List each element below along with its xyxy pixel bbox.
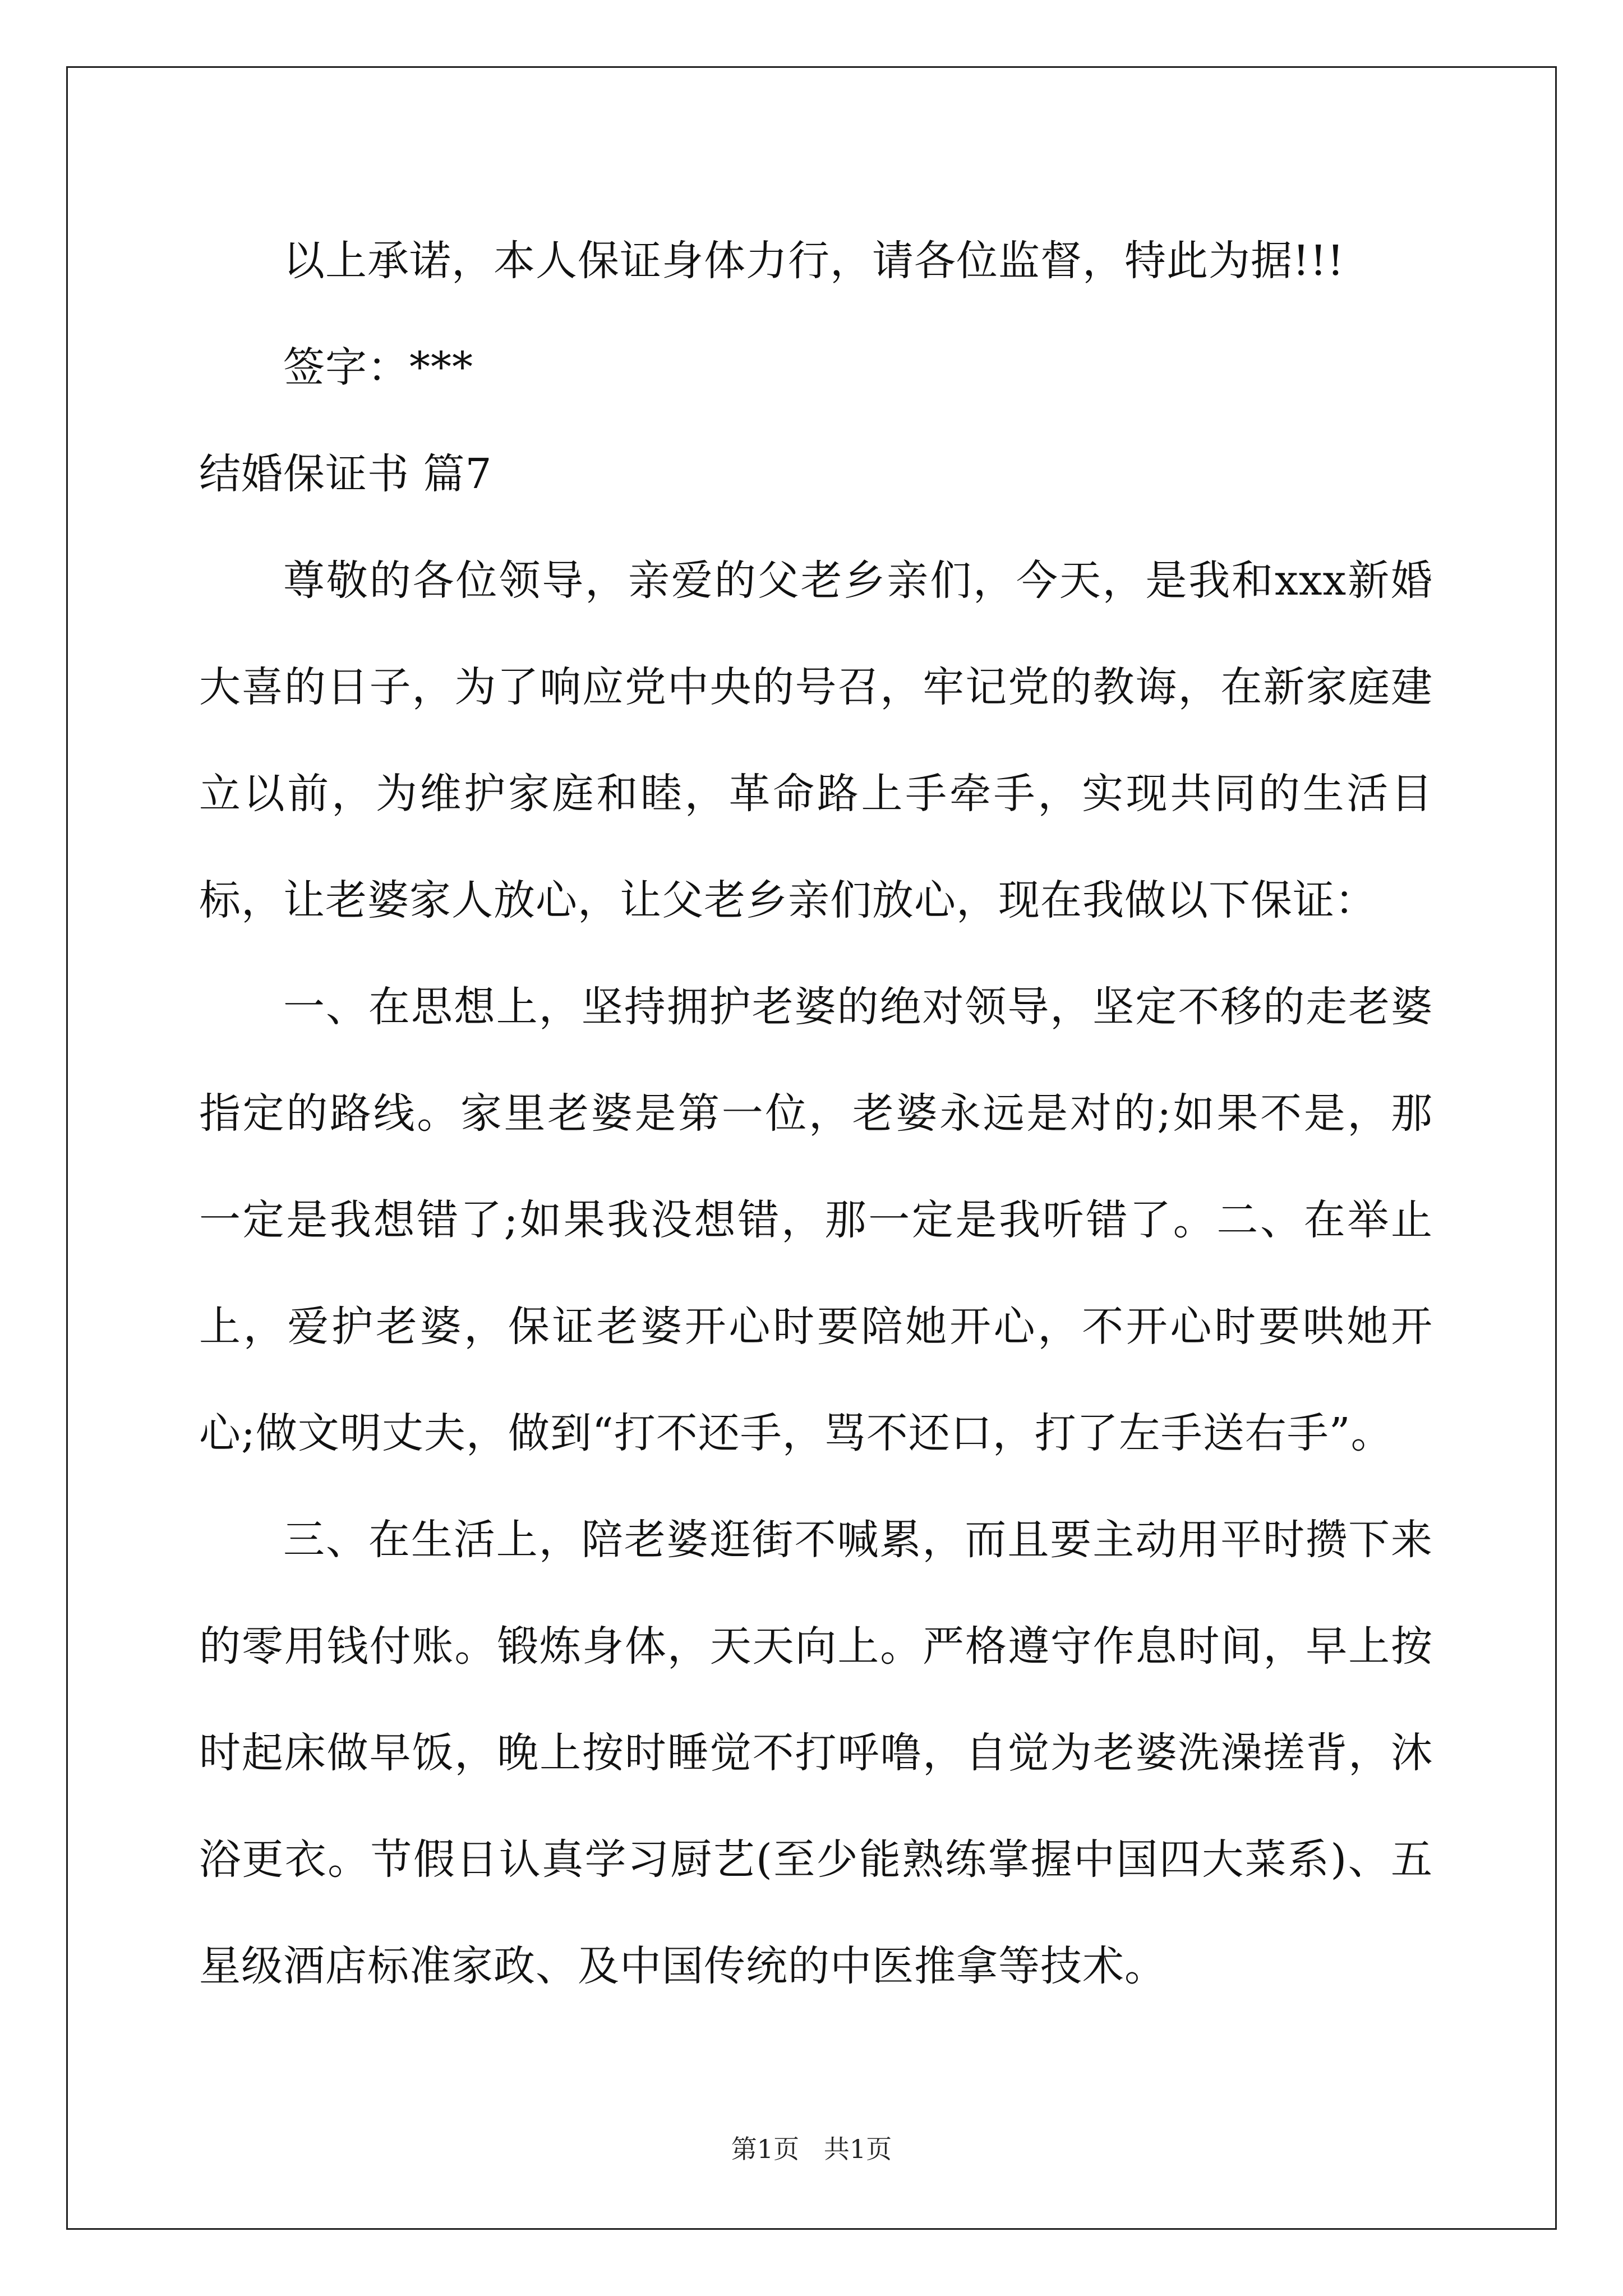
paragraph-signature: 签字：*** — [283, 343, 473, 392]
paragraph-point-three: 三、在生活上，陪老婆逛街不喊累，而且要主动用平时攒下来的零用钱付账。锻炼身体，天天向上。严格遵守作息时间，早上按时起床做早饭，晚上按时睡觉不打呼噜，自觉为老婆洗澡搓背，沐浴更衣。节假日认真学习厨艺(至少能熟练掌握中国四大菜系)、五星级酒店标准家政、及中国传统的中医推拿等技术。 — [199, 1516, 1433, 1990]
section-heading: 结婚保证书 篇7 — [199, 450, 492, 498]
paragraph-point-one-two: 一、在思想上，坚持拥护老婆的绝对领导，坚定不移的走老婆指定的路线。家里老婆是第一位，老婆永远是对的;如果不是，那一定是我想错了;如果我没想错，那一定是我听错了。二、在举止上，爱护老婆，保证老婆开心时要陪她开心，不开心时要哄她开心;做文明丈夫，做到“打不还手，骂不还口，打了左手送右手”。 — [199, 983, 1433, 1457]
paragraph-intro: 尊敬的各位领导，亲爱的父老乡亲们，今天，是我和xxx新婚大喜的日子，为了响应党中央的号召，牢记党的教诲，在新家庭建立以前，为维护家庭和睦，革命路上手牵手，实现共同的生活目标，让老婆家人放心，让父老乡亲们放心，现在我做以下保证： — [199, 556, 1433, 924]
page-footer: 第1页 共1页 — [731, 2134, 892, 2164]
paragraph-pledge-closing: 以上承诺，本人保证身体力行，请各位监督，特此为据!!! — [283, 237, 1345, 285]
document-body — [199, 208, 1433, 2019]
